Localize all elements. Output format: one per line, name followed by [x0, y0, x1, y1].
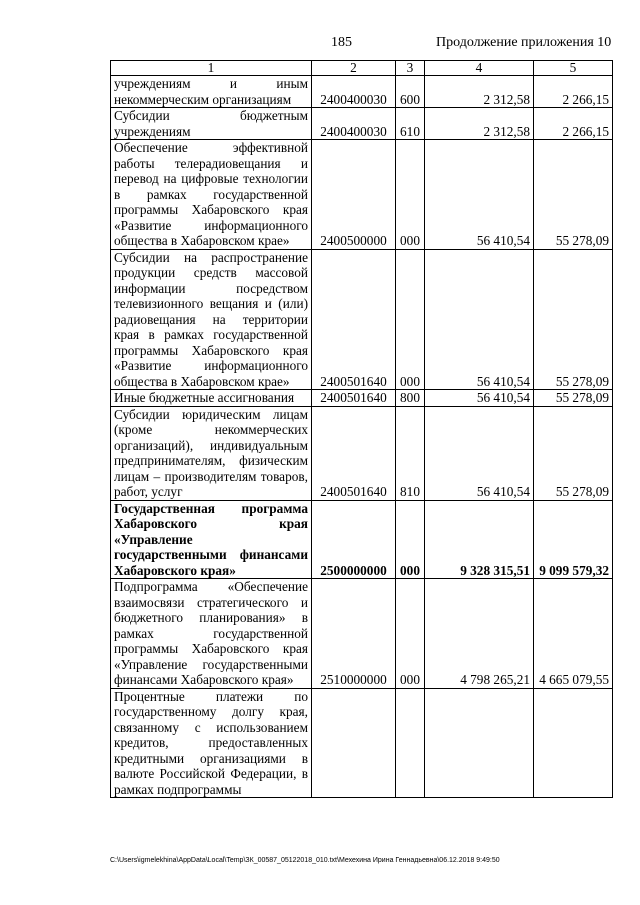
- column-number-row: [111, 61, 613, 76]
- expense-type-cell: 610: [396, 108, 425, 140]
- budget-table: [110, 60, 613, 798]
- table-row: [111, 688, 613, 798]
- continuation-heading: Продолжение приложения 10: [436, 35, 612, 50]
- amount-col4-cell: 56 410,54: [425, 249, 534, 390]
- table-row: [111, 500, 613, 579]
- amount-col5-cell: 4 665 079,55: [534, 579, 613, 689]
- page-number: 185: [331, 35, 352, 50]
- amount-col5-cell: 9 099 579,32: [534, 500, 613, 579]
- table-row: [111, 579, 613, 689]
- target-code-cell: 2400500000: [312, 140, 396, 250]
- target-code-cell: 2400501640: [312, 406, 396, 500]
- table-row: [111, 108, 613, 140]
- amount-col4-cell: 2 312,58: [425, 76, 534, 108]
- column-header: 5: [534, 61, 613, 76]
- table-row: [111, 390, 613, 407]
- table-row: [111, 249, 613, 390]
- expense-type-cell: 000: [396, 140, 425, 250]
- amount-col5-cell: 55 278,09: [534, 249, 613, 390]
- expense-type-cell: 000: [396, 249, 425, 390]
- expense-type-cell: 800: [396, 390, 425, 407]
- amount-col4-cell: 56 410,54: [425, 140, 534, 250]
- expense-type-cell: 810: [396, 406, 425, 500]
- row-name-cell: Подпрограмма «Обеспечение взаимосвязи стратегического и бюджетного планирования» в рамках государственной программы Хабаровского края «Управление государственными финансами Хабаровского края»: [111, 579, 312, 689]
- file-path-footer: C:\Users\igmelekhina\AppData\Local\Temp\ЗК_00587_05122018_010.txt\Мехехина Ирина Геннадьевна\06.12.2018 9:49:50: [110, 857, 500, 864]
- amount-col5-cell: 55 278,09: [534, 140, 613, 250]
- amount-col5-cell: 55 278,09: [534, 406, 613, 500]
- column-header: 4: [425, 61, 534, 76]
- expense-type-cell: 000: [396, 500, 425, 579]
- row-name-cell: Процентные платежи по государственному долгу края, связанному с использованием кредитов, предоставленных кредитными организациями в валюте Российской Федерации, в рамках подпрограммы: [111, 688, 312, 798]
- amount-col4-cell: 9 328 315,51: [425, 500, 534, 579]
- target-code-cell: 2400400030: [312, 108, 396, 140]
- amount-col4-cell: 2 312,58: [425, 108, 534, 140]
- target-code-cell: 2400501640: [312, 249, 396, 390]
- amount-col4-cell: 56 410,54: [425, 390, 534, 407]
- expense-type-cell: [396, 688, 425, 798]
- column-header: 3: [396, 61, 425, 76]
- target-code-cell: 2400400030: [312, 76, 396, 108]
- amount-col5-cell: 2 266,15: [534, 76, 613, 108]
- amount-col5-cell: 2 266,15: [534, 108, 613, 140]
- table-row: [111, 140, 613, 250]
- expense-type-cell: 600: [396, 76, 425, 108]
- target-code-cell: 2510000000: [312, 579, 396, 689]
- target-code-cell: 2400501640: [312, 390, 396, 407]
- row-name-cell: Субсидии на распространение продукции средств массовой информации посредством телевизионного вещания и (или) радиовещания на территории края в рамках государственной программы Хабаровского края «Развитие информационного общества в Хабаровском крае»: [111, 249, 312, 390]
- row-name-cell: Государственная программа Хабаровского края «Управление государственными финансами Хабаровского края»: [111, 500, 312, 579]
- amount-col5-cell: [534, 688, 613, 798]
- target-code-cell: [312, 688, 396, 798]
- row-name-cell: Субсидии бюджетным учреждениям: [111, 108, 312, 140]
- row-name-cell: учреждениям и иным некоммерческим организациям: [111, 76, 312, 108]
- row-name-cell: Субсидии юридическим лицам (кроме некоммерческих организаций), индивидуальным предпринимателям, физическим лицам – производителям товаров, работ, услуг: [111, 406, 312, 500]
- row-name-cell: Обеспечение эффективной работы телерадиовещания и перевод на цифровые технологии в рамках государственной программы Хабаровского края «Развитие информационного общества в Хабаровском крае»: [111, 140, 312, 250]
- amount-col4-cell: 4 798 265,21: [425, 579, 534, 689]
- expense-type-cell: 000: [396, 579, 425, 689]
- amount-col4-cell: 56 410,54: [425, 406, 534, 500]
- table-row: [111, 406, 613, 500]
- target-code-cell: 2500000000: [312, 500, 396, 579]
- column-header: 2: [312, 61, 396, 76]
- row-name-cell: Иные бюджетные ассигнования: [111, 390, 312, 407]
- amount-col5-cell: 55 278,09: [534, 390, 613, 407]
- table-row: [111, 76, 613, 108]
- amount-col4-cell: [425, 688, 534, 798]
- column-header: 1: [111, 61, 312, 76]
